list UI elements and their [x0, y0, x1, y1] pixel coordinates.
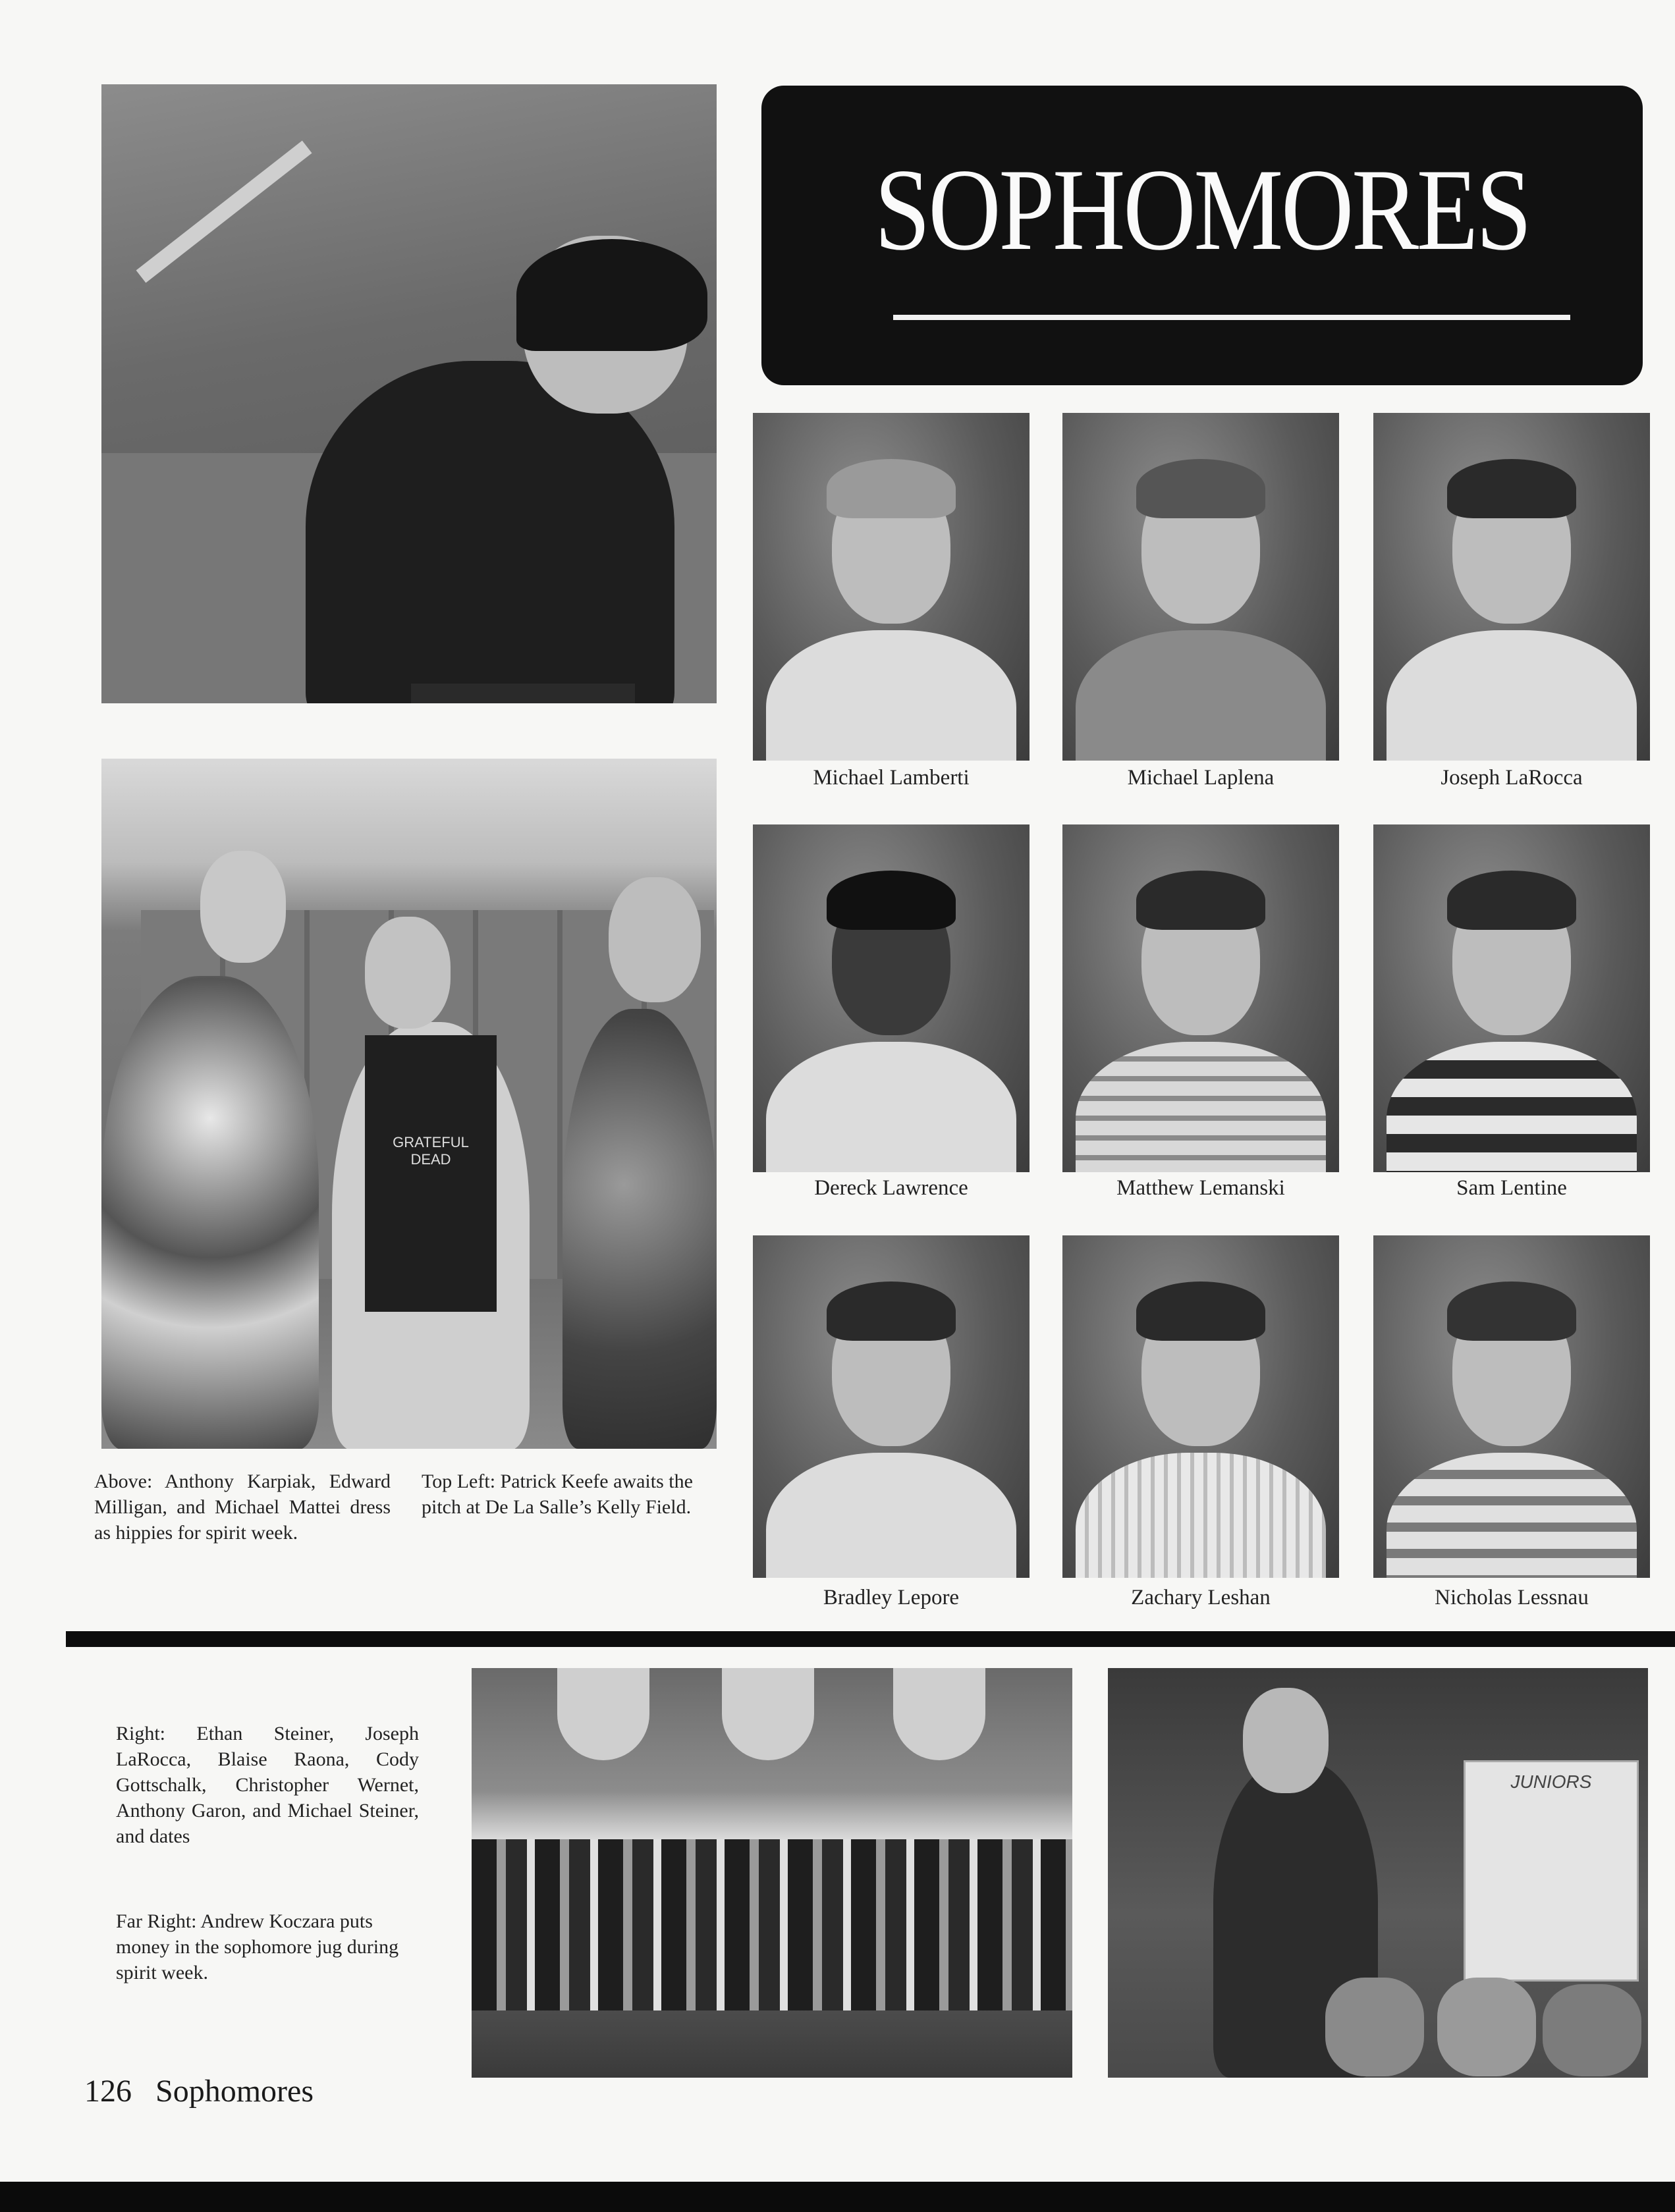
portrait-name: Bradley Lepore	[823, 1586, 960, 1609]
baseball-bat	[136, 141, 312, 283]
face-left	[200, 851, 286, 963]
face-right	[609, 877, 701, 1002]
portrait-name: Sam Lentine	[1456, 1176, 1567, 1200]
page-number: 126	[84, 2074, 132, 2109]
portrait-photo	[1062, 1235, 1339, 1578]
title-underline	[893, 315, 1570, 320]
person-left-tiedye	[101, 976, 319, 1449]
page-footer	[84, 2073, 314, 2109]
batting-helmet	[516, 239, 707, 351]
money-jug	[1325, 1978, 1424, 2076]
portrait-photo	[753, 413, 1030, 761]
section-name: Sophomores	[155, 2074, 314, 2109]
belt	[411, 684, 635, 703]
caption-top-left: Top Left: Patrick Keefe awaits the pitch at De La Salle’s Kelly Field.	[422, 1470, 693, 1518]
person-right-tiedye	[563, 1009, 717, 1449]
portrait-photo	[1373, 824, 1650, 1172]
portrait-name: Michael Laplena	[1127, 766, 1275, 790]
portrait-name: Joseph LaRocca	[1441, 766, 1583, 790]
juniors-board	[1464, 1760, 1639, 1982]
portrait-name: Michael Lamberti	[813, 766, 970, 790]
spirit-jug-photo	[1108, 1668, 1648, 2078]
money-jug	[1543, 1984, 1641, 2076]
face-middle	[365, 917, 451, 1029]
money-jug	[1437, 1978, 1536, 2076]
caption-above: Above: Anthony Karpiak, Edward Milligan, and Michael Mattei dress as hippies for spirit week.	[94, 1470, 391, 1544]
arch	[557, 1668, 649, 1760]
hippies-photo	[101, 759, 717, 1449]
title-text: SOPHOMORES	[874, 144, 1530, 275]
portrait-name: Nicholas Lessnau	[1435, 1586, 1589, 1609]
caption-right: Right: Ethan Steiner, Joseph LaRocca, Blaise Raona, Cody Gottschalk, Christopher Wernet, Anthony Garon, and Michael Steiner, and dates	[116, 1723, 419, 1847]
person-middle-shirt	[365, 1035, 497, 1312]
portrait-photo	[753, 824, 1030, 1172]
portrait-photo	[1373, 1235, 1650, 1578]
portrait-photo	[1062, 824, 1339, 1172]
portrait-name: Matthew Lemanski	[1116, 1176, 1285, 1200]
portrait-name: Zachary Leshan	[1131, 1586, 1271, 1609]
baseball-photo	[101, 84, 717, 703]
portrait-photo	[1062, 413, 1339, 761]
portrait-photo	[753, 1235, 1030, 1578]
portrait-photo	[1373, 413, 1650, 761]
board-title: JUNIORS	[1510, 1771, 1592, 1792]
bottom-edge	[0, 2182, 1675, 2212]
student-face	[1243, 1688, 1329, 1793]
group-dance-photo	[472, 1668, 1072, 2078]
arch	[722, 1668, 814, 1760]
group-of-students	[472, 1839, 1072, 2010]
arch	[893, 1668, 985, 1760]
portrait-name: Dereck Lawrence	[814, 1176, 968, 1200]
title-banner	[761, 86, 1643, 385]
caption-far-right: Far Right: Andrew Koczara puts money in the sophomore jug during spirit week.	[116, 1910, 399, 1983]
section-divider	[66, 1631, 1675, 1647]
shirt-text: GRATEFUL DEAD	[393, 1134, 469, 1168]
